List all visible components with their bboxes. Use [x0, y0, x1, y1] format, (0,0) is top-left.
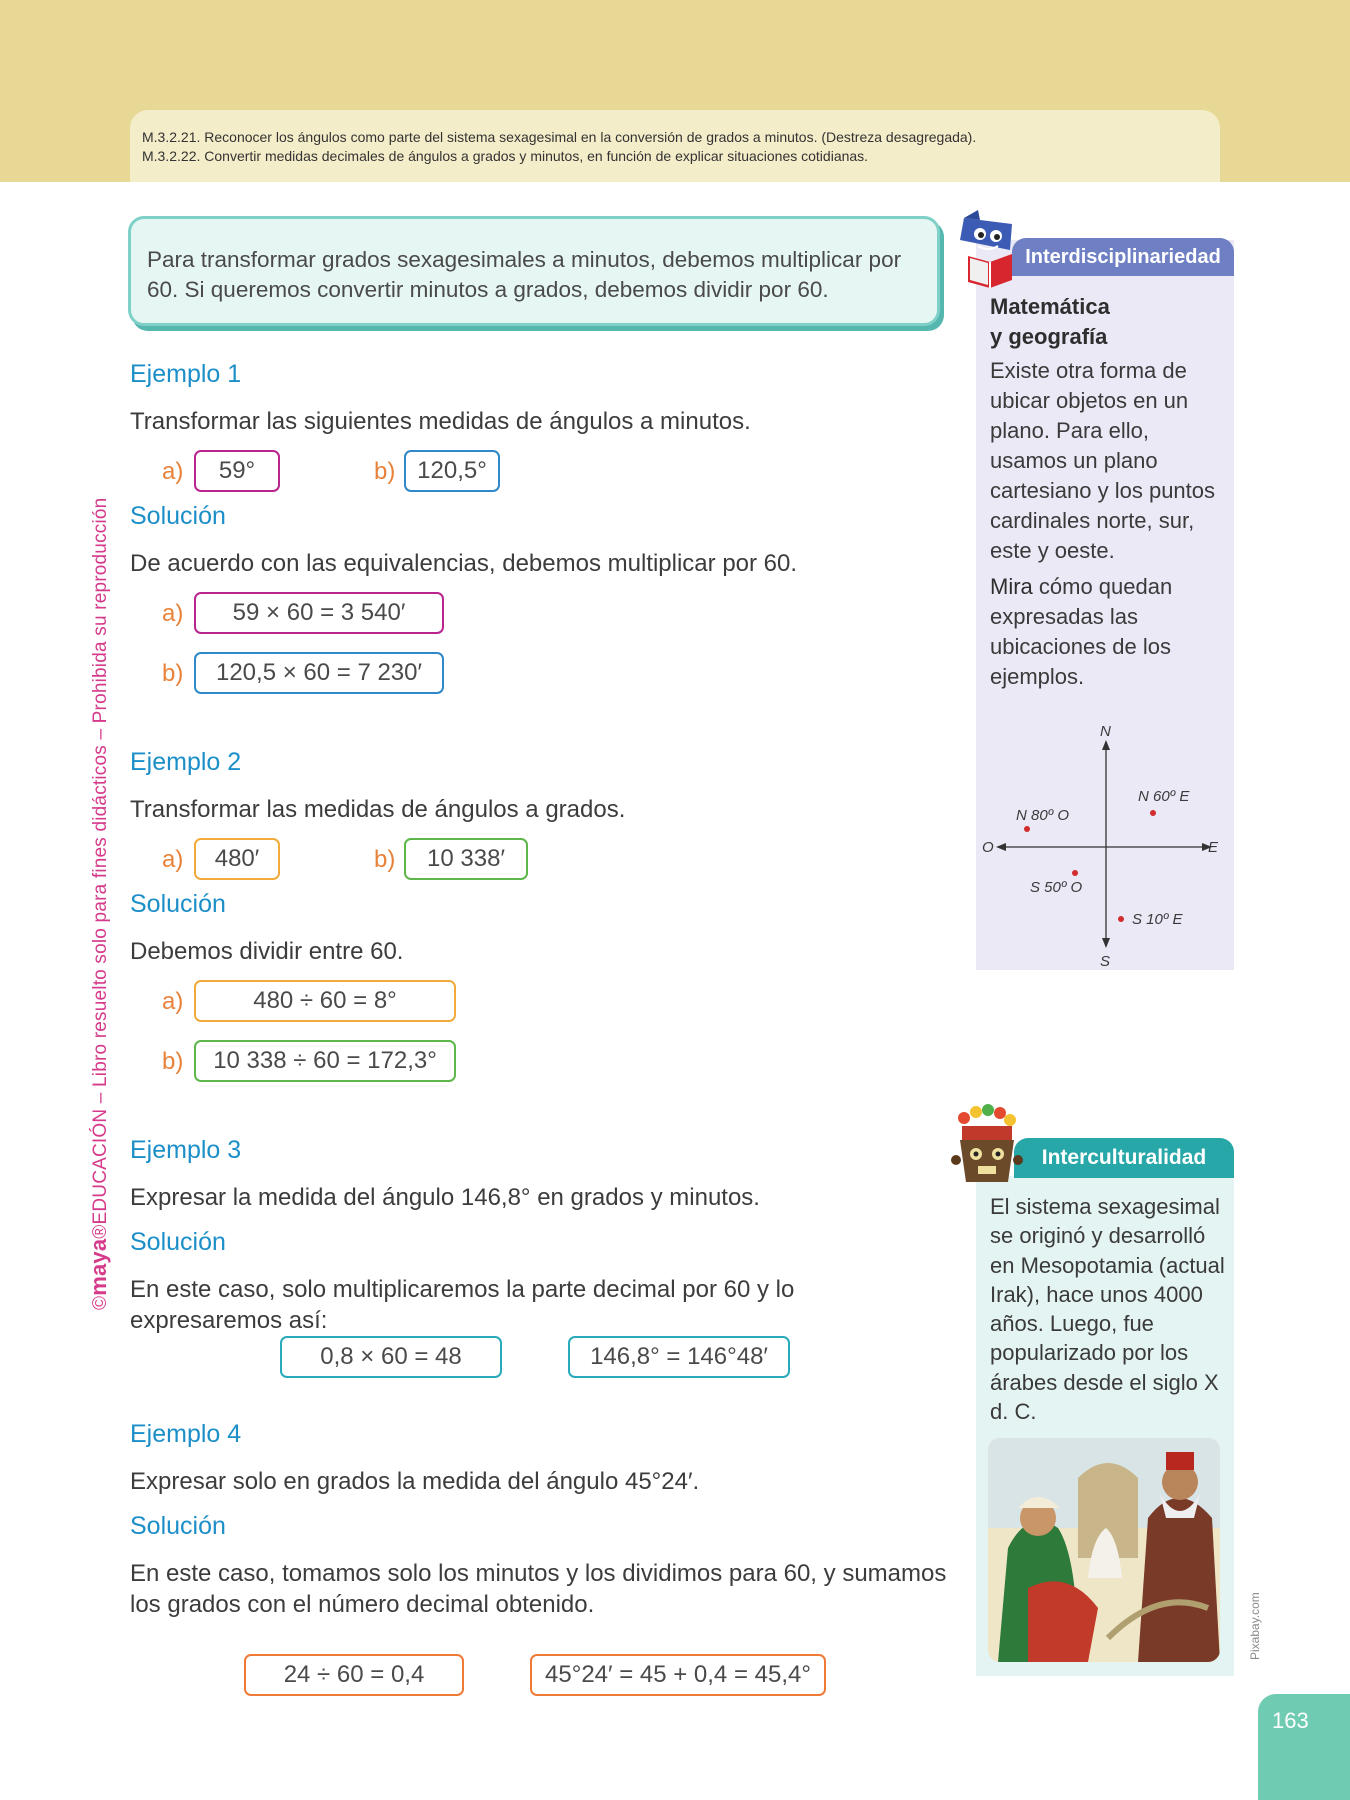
example-2-statement: Transformar las medidas de ángulos a grados.: [130, 796, 626, 823]
example-1-title: Ejemplo 1: [130, 360, 242, 388]
example-4-statement: Expresar solo en grados la medida del ángulo 45°24′.: [130, 1468, 700, 1495]
example-4-box-1: 24 ÷ 60 = 0,4: [244, 1654, 464, 1696]
point-s10e: [1118, 916, 1124, 922]
mesopotamia-illustration: [988, 1438, 1220, 1662]
interdisciplinary-text-2-rest: cómo quedan expresadas las ubicaciones de los ejemplos.: [990, 574, 1173, 689]
interdisciplinary-title-line1: Matemática: [990, 294, 1110, 319]
example-3-box-2: 146,8° = 146°48′: [568, 1336, 790, 1378]
example-1-sol-a-label: a): [162, 600, 184, 627]
example-3-statement: Expresar la medida del ángulo 146,8° en grados y minutos.: [130, 1184, 760, 1211]
intercultural-tab: Interculturalidad: [1014, 1138, 1234, 1178]
point-n80o-label: N 80º O: [1016, 807, 1069, 824]
interdisciplinary-text-2: [990, 572, 1230, 692]
example-1-a-label: a): [162, 458, 184, 485]
example-2-sol-b: 10 338 ÷ 60 = 172,3°: [194, 1040, 456, 1082]
point-n80o: [1024, 826, 1030, 832]
example-4-title: Ejemplo 4: [130, 1420, 242, 1448]
skill-2: M.3.2.22. Convertir medidas decimales de ángulos a grados y minutos, en función de explicar situaciones cotidianas.: [142, 148, 869, 164]
example-4-solution-label: Solución: [130, 1512, 226, 1540]
example-4-solution-text: En este caso, tomamos solo los minutos y los dividimos para 60, y sumamos los grados con el número decimal obtenido.: [130, 1560, 947, 1618]
example-1-statement: Transformar las siguientes medidas de ángulos a minutos.: [130, 408, 751, 435]
example-1-solution-text: De acuerdo con las equivalencias, debemos multiplicar por 60.: [130, 550, 798, 577]
example-1-sol-a: 59 × 60 = 3 540′: [194, 592, 444, 634]
point-s50o: [1072, 870, 1078, 876]
notice-text: EDUCACIÓN – Libro resuelto solo para fines didácticos – Prohibida su reproducción: [90, 497, 111, 1225]
copyright-symbol: ©: [90, 1295, 111, 1310]
skill-1: M.3.2.21. Reconocer los ángulos como parte del sistema sexagesimal en la conversión de grados a minutos. (Destreza desagregada).: [142, 129, 977, 145]
compass-diagram: [980, 724, 1230, 970]
rule-box: Para transformar grados sexagesimales a minutos, debemos multiplicar por 60. Si queremos convertir minutos a grados, debemos dividir por 60.: [128, 216, 940, 326]
brand-logo: maya: [86, 1238, 111, 1296]
mask-mascot-icon: [948, 1104, 1024, 1194]
registered-symbol: ®: [90, 1224, 111, 1239]
interdisciplinary-title: [990, 292, 1230, 352]
photo-credit: Pixabay.com: [1248, 1592, 1262, 1660]
example-2-title: Ejemplo 2: [130, 748, 242, 776]
example-2-solution-text: Debemos dividir entre 60.: [130, 938, 404, 965]
example-2-b-label: b): [374, 846, 396, 873]
intercultural-text: El sistema sexagesimal se originó y desarrolló en Mesopotamia (actual Irak), hace unos 4000 años. Luego, fue popularizado por los árabes desde el siglo X d. C.: [990, 1194, 1225, 1425]
example-2-sol-a: 480 ÷ 60 = 8°: [194, 980, 456, 1022]
skills-box: [130, 110, 1220, 182]
example-2-sol-a-label: a): [162, 988, 184, 1015]
copyright-notice: [86, 470, 112, 1310]
example-1-solution-label: Solución: [130, 502, 226, 530]
example-2-solution-label: Solución: [130, 890, 226, 918]
example-2-sol-b-label: b): [162, 1048, 184, 1075]
example-1-sol-b: 120,5 × 60 = 7 230′: [194, 652, 444, 694]
example-3-title: Ejemplo 3: [130, 1136, 242, 1164]
interdisciplinary-text-2-bold: Mira: [990, 574, 1033, 599]
compass-e-label: E: [1208, 839, 1219, 856]
example-1-b-value: 120,5°: [404, 450, 500, 492]
book-mascot-icon: [950, 210, 1026, 292]
compass-o-label: O: [982, 839, 994, 856]
interdisciplinary-tab: Interdisciplinariedad: [1012, 238, 1234, 276]
example-2-a-label: a): [162, 846, 184, 873]
example-1-b-label: b): [374, 458, 396, 485]
page-number: 163: [1258, 1694, 1350, 1800]
example-2-a-value: 480′: [194, 838, 280, 880]
point-n60e-label: N 60º E: [1138, 788, 1190, 805]
example-2-b-value: 10 338′: [404, 838, 528, 880]
point-s10e-label: S 10º E: [1132, 911, 1183, 928]
point-s50o-label: S 50º O: [1030, 879, 1083, 896]
compass-s-label: S: [1100, 953, 1111, 970]
example-1-sol-b-label: b): [162, 660, 184, 687]
compass-n-label: N: [1100, 724, 1111, 740]
example-4-box-2: 45°24′ = 45 + 0,4 = 45,4°: [530, 1654, 826, 1696]
example-3-solution-text: En este caso, solo multiplicaremos la parte decimal por 60 y lo expresaremos así:: [130, 1276, 795, 1334]
interdisciplinary-title-line2: y geografía: [990, 324, 1108, 349]
example-3-box-1: 0,8 × 60 = 48: [280, 1336, 502, 1378]
example-3-solution-label: Solución: [130, 1228, 226, 1256]
example-1-a-value: 59°: [194, 450, 280, 492]
point-n60e: [1150, 810, 1156, 816]
interdisciplinary-text: Existe otra forma de ubicar objetos en un plano. Para ello, usamos un plano cartesiano y los puntos cardinales norte, sur, este y oeste.: [990, 358, 1216, 563]
